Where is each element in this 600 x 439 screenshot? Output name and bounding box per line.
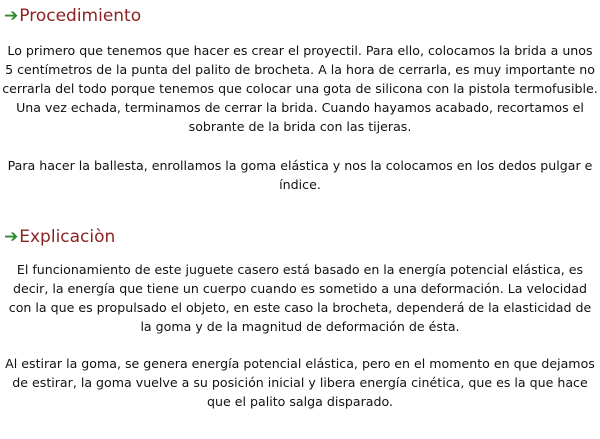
- explicacion-title: Explicaciòn: [19, 227, 116, 247]
- explicacion-paragraph-2: Al estirar la goma, se genera energía potencial elástica, pero en el momento en que dejamos de estirar, la goma vuelve a su posición inicial y libera energía cinética, que es la que hace que el palito salga disparado.: [5, 356, 595, 409]
- arrow-right-icon: ➔: [4, 227, 19, 247]
- procedimiento-paragraph-2: Para hacer la ballesta, enrollamos la goma elástica y nos la colocamos en los dedos pulgar e índice.: [7, 158, 593, 192]
- arrow-right-icon: ➔: [4, 6, 19, 26]
- procedimiento-heading: [4, 6, 141, 26]
- procedimiento-title: Procedimiento: [19, 6, 142, 26]
- explicacion-heading: [4, 227, 115, 247]
- explicacion-paragraph-1: El funcionamiento de este juguete casero está basado en la energía potencial elástica, es decir, la energía que tiene un cuerpo cuando es sometido a una deformación. La velocidad con la que es propulsado el objeto, en este caso la brocheta, dependerá de la elasticidad de la goma y de la magnitud de deformación de ésta.: [8, 262, 592, 334]
- procedimiento-paragraph-1: Lo primero que tenemos que hacer es crear el proyectil. Para ello, colocamos la brida a unos 5 centímetros de la punta del palito de brocheta. A la hora de cerrarla, es muy importante no cerrarla del todo porque tenemos que colocar una gota de silicona con la pistola termofusible. Una vez echada, terminamos de cerrar la brida. Cuando hayamos acabado, recortamos el sobrante de la brida con las tijeras.: [2, 43, 598, 134]
